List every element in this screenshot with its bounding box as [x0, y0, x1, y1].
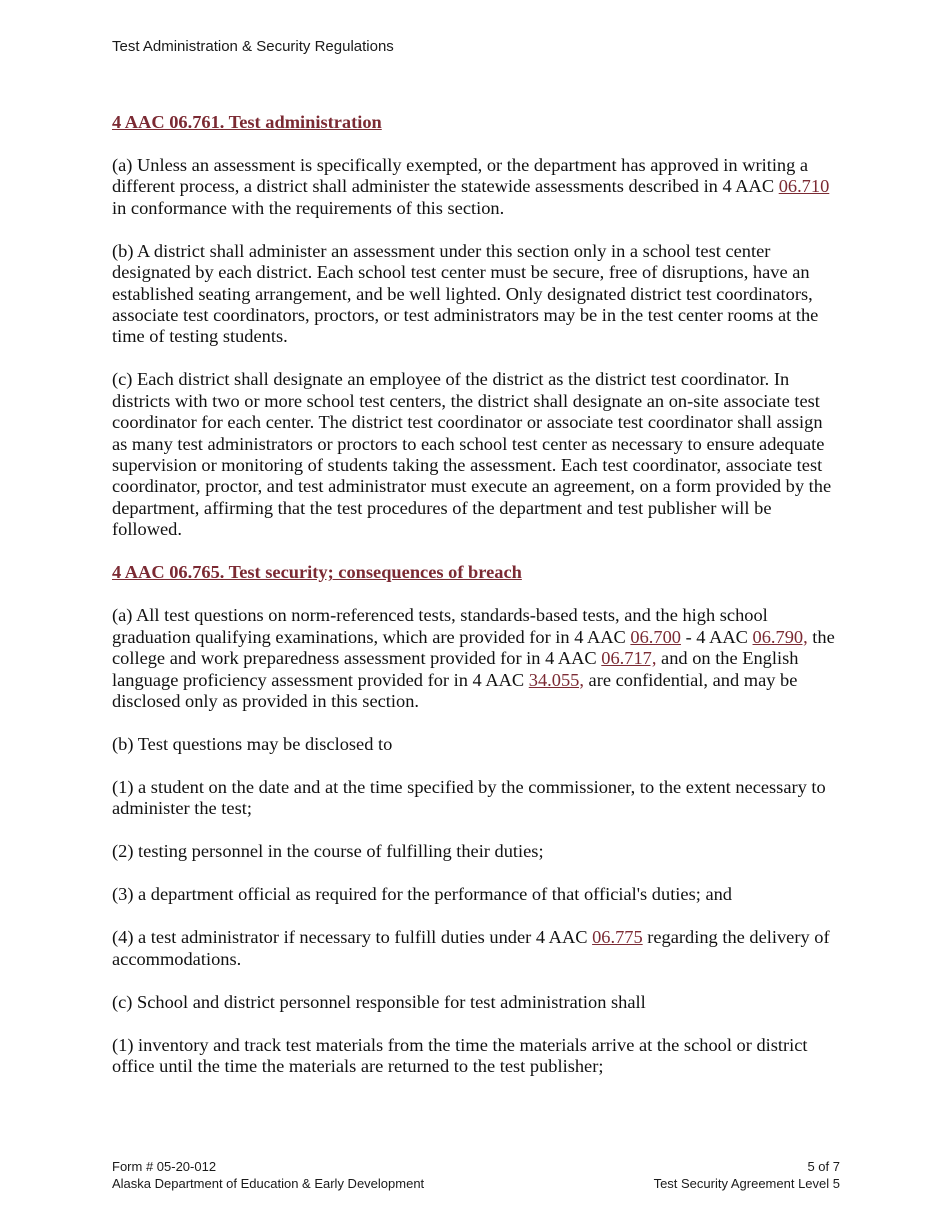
paragraph-text: - 4 AAC [680, 626, 753, 647]
paragraph-761-c: (c) Each district shall designate an employee of the district as the district test coordinator. In districts with two or more school test centers, the district shall designate an on-site associate test coordinator for each center. The district test coordinator or associate test coordinator shall assign as many test administrators or proctors to each school test center as necessary to ensure adequate supervision or monitoring of students taking the assessment. Each test coordinator, associate test coordinator, proctor, and test administrator must execute an agreement, on a form provided by the department, affirming that the test procedures of the department and test publisher will be followed. [112, 369, 832, 540]
paragraph-761-a [112, 155, 840, 219]
paragraph-765-c: (c) School and district personnel responsible for test administration shall [112, 991, 646, 1012]
paragraph-765-a [112, 605, 840, 712]
organization-name: Alaska Department of Education & Early Development [112, 1176, 425, 1191]
running-header: Test Administration & Security Regulations [112, 38, 394, 55]
paragraph-765-b1: (1) a student on the date and at the time specified by the commissioner, to the extent necessary to administer the test; [112, 776, 826, 819]
link-06-775[interactable]: 06.775 [592, 927, 643, 948]
link-34-055[interactable]: 34.055, [528, 669, 584, 690]
paragraph-text: (a) Unless an assessment is specifically exempted, or the department has approved in writing a different process, a district shall administer the statewide assessments described in 4 AAC [112, 155, 809, 197]
section-heading-06-765[interactable]: 4 AAC 06.765. Test security; consequences of breach [112, 562, 522, 583]
paragraph-text: are confidential, and may be disclosed only as provided in this section. [112, 669, 798, 711]
footer-row-bottom [112, 1175, 840, 1192]
document-title: Test Security Agreement Level 5 [653, 1176, 840, 1191]
link-06-717[interactable]: 06.717, [601, 648, 657, 669]
document-body [112, 112, 840, 1099]
paragraph-765-c1: (1) inventory and track test materials from the time the materials arrive at the school or district office until the time the materials are returned to the test publisher; [112, 1034, 808, 1077]
paragraph-text: regarding the delivery of accommodations. [112, 927, 830, 969]
form-number: Form # 05-20-012 [112, 1159, 217, 1174]
page-footer [112, 1158, 840, 1192]
paragraph-text: the college and work preparedness assessment provided for in 4 AAC [112, 626, 835, 669]
paragraph-765-b3: (3) a department official as required for the performance of that official's duties; and [112, 884, 733, 905]
paragraph-text: (a) All test questions on norm-referenced tests, standards-based tests, and the high school graduation qualifying examinations, which are provided for in 4 AAC [112, 605, 768, 647]
paragraph-765-b4 [112, 927, 840, 970]
paragraph-761-b: (b) A district shall administer an assessment under this section only in a school test center designated by each district. Each school test center must be secure, free of disruptions, have an established seating arrangement, and be well lighted. Only designated district test coordinators, associate test coordinators, proctors, or test administrators may be in the test center rooms at the time of testing students. [112, 240, 819, 347]
paragraph-765-b2: (2) testing personnel in the course of fulfilling their duties; [112, 841, 544, 862]
page-number: 5 of 7 [807, 1159, 840, 1174]
link-06-700[interactable]: 06.700 [630, 626, 681, 647]
footer-row-top [112, 1158, 840, 1175]
paragraph-text: in conformance with the requirements of this section. [112, 197, 505, 218]
paragraph-text: and on the English language proficiency assessment provided for in 4 AAC [112, 648, 799, 690]
paragraph-765-b: (b) Test questions may be disclosed to [112, 733, 393, 754]
paragraph-text: (4) a test administrator if necessary to fulfill duties under 4 AAC [112, 927, 593, 948]
section-heading-06-761[interactable]: 4 AAC 06.761. Test administration [112, 112, 382, 132]
link-06-710[interactable]: 06.710 [778, 176, 830, 197]
link-06-790[interactable]: 06.790, [752, 626, 808, 647]
